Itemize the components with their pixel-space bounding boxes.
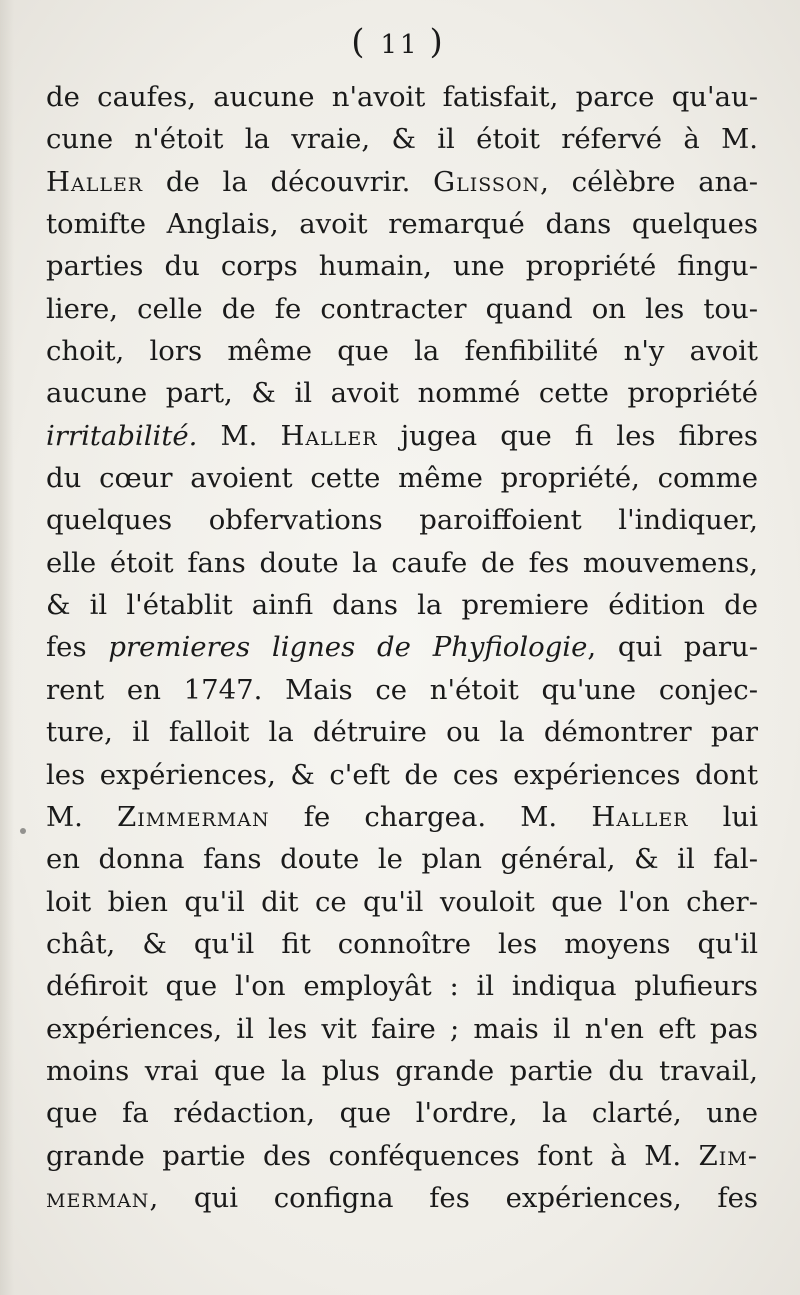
text-line bbox=[46, 626, 758, 668]
text-run: de caufes, aucune n'avoit fatisfait, parce qu'au- bbox=[46, 81, 758, 113]
text-run: aucune part, & il avoit nommé cette propriété bbox=[46, 377, 758, 410]
text-run: rent en 1747. Mais ce n'étoit qu'une conjec- bbox=[46, 673, 758, 706]
text-line bbox=[46, 203, 758, 245]
text-line bbox=[46, 923, 758, 965]
page-gutter-shadow bbox=[0, 0, 14, 1295]
text-line bbox=[46, 584, 758, 626]
text-line bbox=[46, 754, 758, 796]
text-line bbox=[46, 1177, 758, 1219]
text-line bbox=[46, 288, 758, 330]
text-run: quelques obfervations paroiffoient l'indiquer, bbox=[46, 504, 758, 537]
page-number-open-paren: ( bbox=[351, 22, 371, 62]
text-run: chât, & qu'il fit connoître les moyens qu'il bbox=[46, 927, 758, 960]
body-text bbox=[46, 76, 758, 1219]
proper-name: Haller bbox=[280, 419, 378, 452]
text-run: tomifte Anglais, avoit remarqué dans quelques bbox=[46, 208, 758, 241]
text-run: moins vrai que la plus grande partie du travail, bbox=[46, 1054, 758, 1087]
text-line bbox=[46, 669, 758, 711]
text-line bbox=[46, 838, 758, 880]
text-line bbox=[46, 796, 758, 838]
text-line bbox=[46, 161, 758, 203]
page-number-header bbox=[0, 22, 800, 62]
text-run: , célèbre ana- bbox=[540, 165, 758, 198]
text-run: que fa rédaction, que l'ordre, la clarté, une bbox=[46, 1097, 758, 1130]
text-run: elle étoit fans doute la caufe de fes mouvemens, bbox=[46, 546, 758, 579]
text-line bbox=[46, 542, 758, 584]
italic-term: premieres lignes de Phyfiologie bbox=[108, 631, 588, 664]
text-line bbox=[46, 457, 758, 499]
proper-name: Haller bbox=[591, 800, 689, 833]
text-run: lui bbox=[688, 800, 758, 833]
text-line bbox=[46, 1092, 758, 1134]
text-run: & il l'établit ainfi dans la premiere édition de bbox=[46, 589, 758, 622]
text-run: , qui paru- bbox=[587, 631, 758, 664]
text-line bbox=[46, 1050, 758, 1092]
text-run: choit, lors même que la fenfibilité n'y avoit bbox=[46, 335, 758, 368]
proper-name: Glisson bbox=[433, 165, 541, 198]
page-number-close-paren: ) bbox=[429, 22, 449, 62]
text-run: les expériences, & c'eft de ces expériences dont bbox=[46, 758, 758, 791]
text-run: jugea que fi les fibres bbox=[377, 419, 758, 452]
text-run: du cœur avoient cette même propriété, comme bbox=[46, 462, 758, 495]
text-line bbox=[46, 1135, 758, 1177]
text-line bbox=[46, 372, 758, 414]
text-line bbox=[46, 499, 758, 541]
text-line bbox=[46, 245, 758, 287]
text-line bbox=[46, 76, 758, 118]
italic-term: irritabilité. bbox=[46, 419, 198, 452]
text-run: fes bbox=[46, 631, 109, 664]
text-line bbox=[46, 118, 758, 160]
text-run: ture, il falloit la détruire ou la démontrer par bbox=[46, 716, 758, 749]
text-line bbox=[46, 711, 758, 753]
proper-name: Zim- bbox=[698, 1139, 758, 1172]
proper-name: Zimmerman bbox=[117, 800, 270, 833]
text-line bbox=[46, 965, 758, 1007]
text-line bbox=[46, 330, 758, 372]
text-run: M. bbox=[46, 800, 118, 833]
text-run: loit bien qu'il dit ce qu'il vouloit que l'on cher- bbox=[46, 885, 758, 918]
text-line bbox=[46, 881, 758, 923]
text-run: défiroit que l'on employât : il indiqua plufieurs bbox=[46, 970, 758, 1003]
text-line bbox=[46, 1008, 758, 1050]
text-run: expériences, il les vit faire ; mais il n'en eft pas bbox=[46, 1012, 758, 1045]
proper-name: merman bbox=[46, 1181, 150, 1214]
text-run: de la découvrir. bbox=[143, 165, 434, 198]
text-run: liere, celle de fe contracter quand on les tou- bbox=[46, 292, 758, 325]
text-run: M. bbox=[197, 419, 281, 452]
page-number: 11 bbox=[380, 30, 420, 60]
margin-ink-dot bbox=[20, 828, 26, 834]
proper-name: Haller bbox=[46, 165, 144, 198]
text-run: grande partie des conféquences font à M. bbox=[46, 1139, 699, 1172]
text-line bbox=[46, 415, 758, 457]
text-run: fe chargea. M. bbox=[269, 800, 592, 833]
text-run: , qui configna fes expériences, fes bbox=[149, 1181, 758, 1214]
text-run: cune n'étoit la vraie, & il étoit réfervé à M. bbox=[46, 123, 758, 156]
text-run: en donna fans doute le plan général, & il fal- bbox=[46, 843, 758, 876]
text-run: parties du corps humain, une propriété fingu- bbox=[46, 250, 758, 283]
